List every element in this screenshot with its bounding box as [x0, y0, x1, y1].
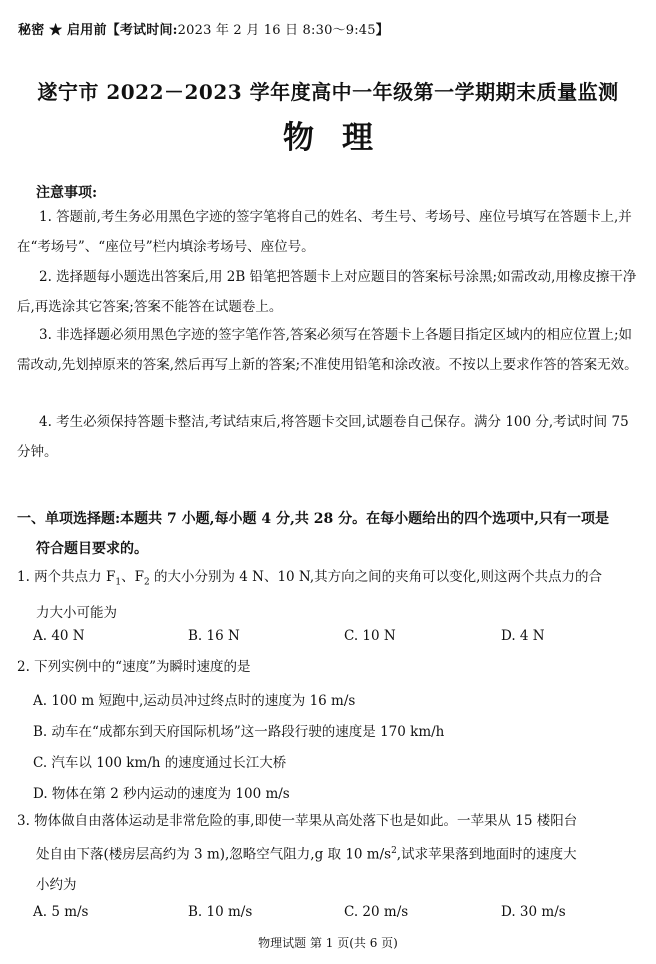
note-text-4: 4. 考生必须保持答题卡整洁,考试结束后,将答题卡交回,试题卷自己保存。满分 100 分,考试时间 75 分钟。	[17, 414, 629, 460]
section-heading-line1: 一、单项选择题:本题共 7 小题,每小题 4 分,共 28 分。在每小题给出的四个选项中,只有一项是	[17, 511, 609, 527]
note-item-1	[17, 202, 641, 262]
question-1	[17, 562, 645, 628]
section-heading-line2: 符合题目要求的。	[36, 541, 148, 557]
q2-stem: 2. 下列实例中的“速度”为瞬时速度的是	[17, 659, 251, 675]
q1-stem-c: 的大小分别为 4 N、10 N,其方向之间的夹角可以变化,则这两个共点力的合	[149, 569, 602, 585]
notes-heading: 注意事项:	[36, 185, 98, 201]
note-text-2: 2. 选择题每小题选出答案后,用 2B 铅笔把答题卡上对应题目的答案标号涂黑;如需改动,用橡皮擦干净后,再选涂其它答案;答案不能答在试题卷上。	[17, 269, 637, 315]
q3-stem-cont-b: ,试求苹果落到地面时的速度大	[396, 846, 577, 863]
section-heading	[17, 504, 643, 564]
q1-stem-a: 1. 两个共点力 F	[17, 569, 116, 585]
q3-option-a: A. 5 m/s	[33, 904, 89, 920]
subject-title: 物理	[283, 120, 401, 156]
q3-stem-cont2: 小约为	[36, 876, 77, 893]
q1-option-d: D. 4 N	[501, 628, 545, 644]
q1-option-b: B. 16 N	[188, 628, 240, 644]
question-2	[17, 652, 645, 682]
q3-stem-cont-a: 处自由下落(楼房层高约为 3 m),忽略空气阻力,g 取 10 m/s	[36, 846, 392, 863]
q3-option-d: D. 30 m/s	[501, 904, 566, 920]
q3-stem-cont	[17, 836, 645, 870]
exam-time: 2023 年 2 月 16 日 8:30～9:45	[177, 23, 376, 38]
exam-header	[18, 19, 389, 38]
q1-option-a: A. 40 N	[33, 628, 85, 644]
q2-option-c: C. 汽车以 100 km/h 的速度通过长江大桥	[33, 755, 287, 771]
page-footer: 物理试题 第 1 页(共 6 页)	[258, 936, 398, 950]
q1-option-c: C. 10 N	[344, 628, 396, 644]
q2-option-d: D. 物体在第 2 秒内运动的速度为 100 m/s	[33, 786, 290, 802]
note-item-2	[17, 262, 641, 322]
header-suffix: 】	[375, 23, 389, 38]
note-text-3: 3. 非选择题必须用黑色字迹的签字笔作答,答案必须写在答题卡上各题目指定区域内的相应位置上;如需改动,先划掉原来的答案,然后再写上新的答案;不准使用铅笔和涂改液。不按以上要求作答的答案无效。	[17, 327, 638, 373]
question-3	[17, 806, 645, 900]
q1-stem-b: 、F	[121, 569, 144, 585]
q3-stem: 3. 物体做自由落体运动是非常危险的事,即使一苹果从高处落下也是如此。一苹果从 15 楼阳台	[17, 813, 578, 829]
q1-sub-2: 2	[143, 577, 150, 588]
q2-option-b: B. 动车在“成都东到天府国际机场”这一路段行驶的速度是 170 km/h	[33, 724, 445, 740]
exam-title: 遂宁市 2022－2023 学年度高中一年级第一学期期末质量监测	[37, 80, 619, 104]
note-text-1: 1. 答题前,考生务必用黑色字迹的签字笔将自己的姓名、考生号、考场号、座位号填写在答题卡上,并在“考场号”、“座位号”栏内填涂考场号、座位号。	[17, 209, 632, 255]
q1-sub-1: 1	[115, 577, 122, 588]
q2-option-a: A. 100 m 短跑中,运动员冲过终点时的速度为 16 m/s	[33, 693, 356, 709]
note-item-3	[17, 320, 641, 380]
q1-stem-cont: 力大小可能为	[36, 604, 117, 621]
note-item-4	[17, 407, 641, 467]
q3-sup: 2	[391, 846, 397, 856]
q3-option-b: B. 10 m/s	[188, 904, 253, 920]
q3-option-c: C. 20 m/s	[344, 904, 409, 920]
header-prefix: 秘密 ★ 启用前【考试时间:	[18, 23, 178, 38]
